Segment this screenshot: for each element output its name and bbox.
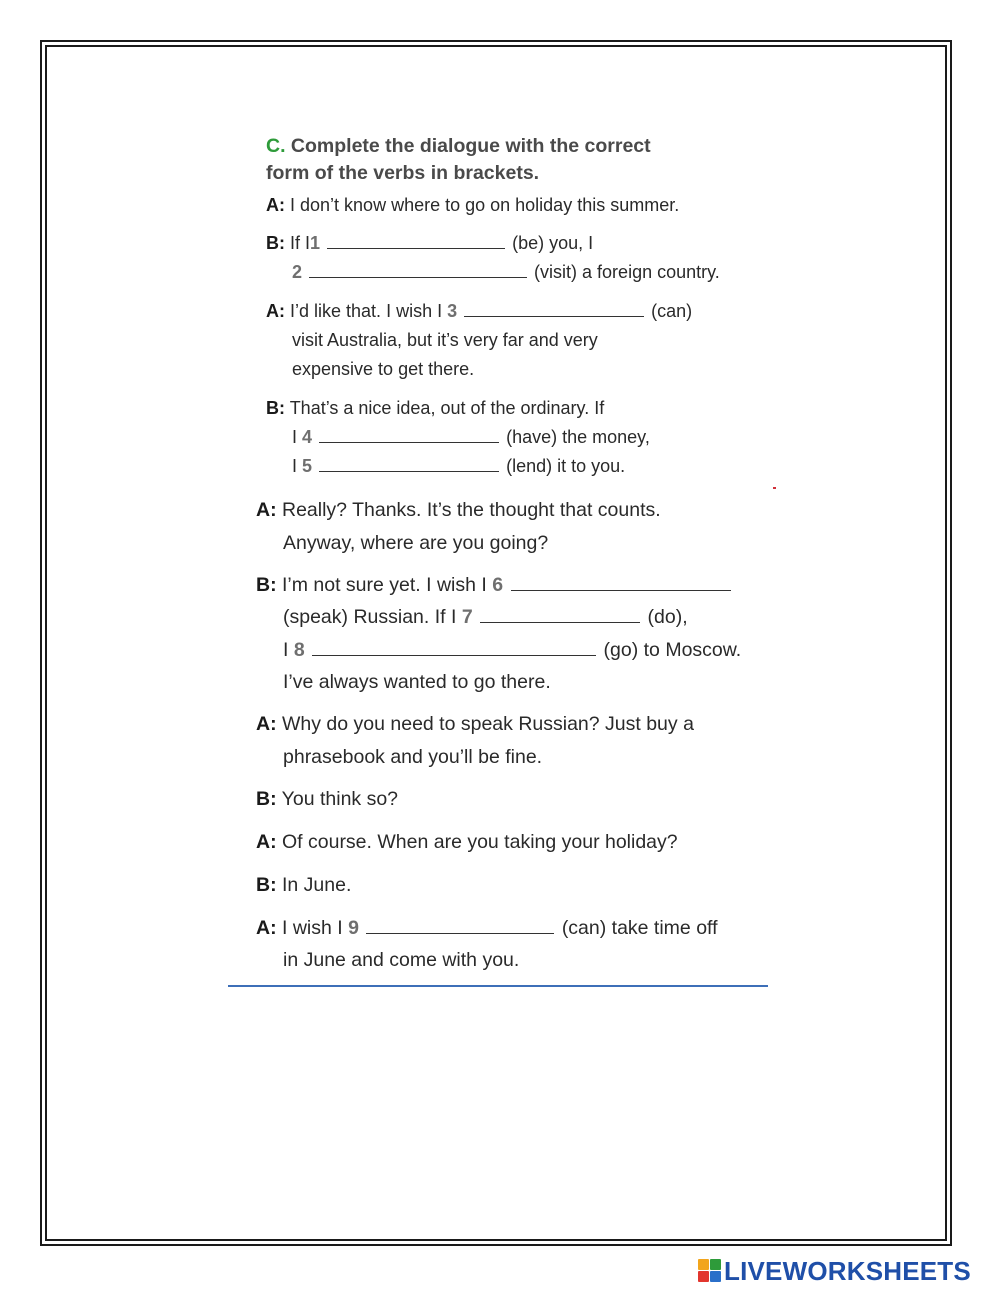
dialogue-text: (go) to Moscow. [603,639,742,661]
gap-number: 4 [302,427,313,447]
dialogue-text: (can) [651,301,693,321]
dialogue-text: Of course. When are you taking your holiday? [282,831,678,853]
dialogue-text: Why do you need to speak Russian? Just buy a [282,713,694,735]
answer-blank-4[interactable] [319,441,499,443]
answer-blank-3[interactable] [464,315,644,317]
dialogue-line [256,826,678,858]
dialogue-line [256,869,351,901]
dialogue-line [266,297,692,326]
speaker-label: B: [256,574,277,596]
exercise-title [266,133,736,187]
dialogue-text: I [292,456,298,476]
dialogue-line [256,569,733,601]
dialogue-text: (lend) it to you. [506,456,626,476]
dialogue-line [292,452,625,481]
dialogue-text: I’ve always wanted to go there. [283,671,551,693]
logo-mark-square [698,1259,709,1270]
speaker-label: A: [266,301,285,321]
gap-number: 1 [310,233,321,253]
dialogue-text: Anyway, where are you going? [283,532,549,554]
dialogue-line [283,666,551,698]
stray-mark [773,487,776,489]
dialogue-text: If I [290,233,311,253]
logo-mark-icon [698,1259,722,1283]
dialogue-text: I don’t know where to go on holiday this summer. [290,195,680,215]
dialogue-text: That’s a nice idea, out of the ordinary. If [289,398,605,418]
dialogue-line [266,394,604,423]
answer-blank-9[interactable] [366,932,554,934]
dialogue-text: (be) you, I [512,233,594,253]
dialogue-text: I [292,427,298,447]
answer-blank-8[interactable] [312,654,596,656]
dialogue-text: I wish I [282,917,343,939]
dialogue-line [283,527,548,559]
dialogue-line [292,355,474,384]
gap-number: 7 [461,606,473,628]
logo-mark-square [710,1271,721,1282]
answer-blank-6[interactable] [511,589,731,591]
dialogue-text: In June. [282,874,352,896]
dialogue-text: I’d like that. I wish I [290,301,443,321]
dialogue-line [283,601,688,633]
dialogue-text: in June and come with you. [283,949,520,971]
dialogue-line [292,423,650,452]
gap-number: 3 [447,301,458,321]
dialogue-line [256,912,718,944]
speaker-label: B: [266,398,285,418]
dialogue-text: expensive to get there. [292,359,475,379]
gap-number: 9 [348,917,359,939]
logo-mark-square [698,1271,709,1282]
answer-blank-1[interactable] [327,247,505,249]
dialogue-line [292,258,720,287]
dialogue-text: phrasebook and you’ll be fine. [283,746,543,768]
title-line-2: form of the verbs in brackets. [266,162,540,184]
dialogue-text: (can) take time off [561,917,718,939]
dialogue-text: (do), [647,606,688,628]
speaker-label: B: [256,788,277,810]
dialogue-text: I [283,639,289,661]
dialogue-text: You think so? [281,788,399,810]
dialogue-text: (speak) Russian. If I [283,606,457,628]
dialogue-line [292,326,598,355]
dialogue-text: Really? Thanks. It’s the thought that counts. [282,499,661,521]
speaker-label: A: [266,195,285,215]
dialogue-text: I’m not sure yet. I wish I [282,574,487,596]
dialogue-line [256,494,661,526]
dialogue-text: visit Australia, but it’s very far and very [292,330,598,350]
gap-number: 5 [302,456,313,476]
dialogue-line [256,708,694,740]
dialogue-text: (visit) a foreign country. [534,262,720,282]
speaker-label: A: [256,831,277,853]
logo-text: LIVEWORKSHEETS [724,1256,971,1286]
title-line-1: Complete the dialogue with the correct [290,135,651,157]
dialogue-line [283,634,741,666]
dialogue-line [266,229,593,258]
speaker-label: A: [256,499,277,521]
speaker-label: B: [266,233,285,253]
answer-blank-7[interactable] [480,621,640,623]
exercise-marker: C. [266,135,286,157]
gap-number: 2 [292,262,303,282]
logo-mark-square [710,1259,721,1270]
gap-number: 8 [293,639,305,661]
dialogue-line [283,741,542,773]
speaker-label: A: [256,713,277,735]
dialogue-line [283,944,519,976]
dialogue-text: (have) the money, [506,427,650,447]
dialogue-line [266,191,679,220]
gap-number: 6 [492,574,504,596]
speaker-label: B: [256,874,277,896]
answer-blank-5[interactable] [319,470,499,472]
answer-blank-2[interactable] [309,276,527,278]
speaker-label: A: [256,917,277,939]
dialogue-line [256,783,398,815]
section-divider [228,985,768,987]
